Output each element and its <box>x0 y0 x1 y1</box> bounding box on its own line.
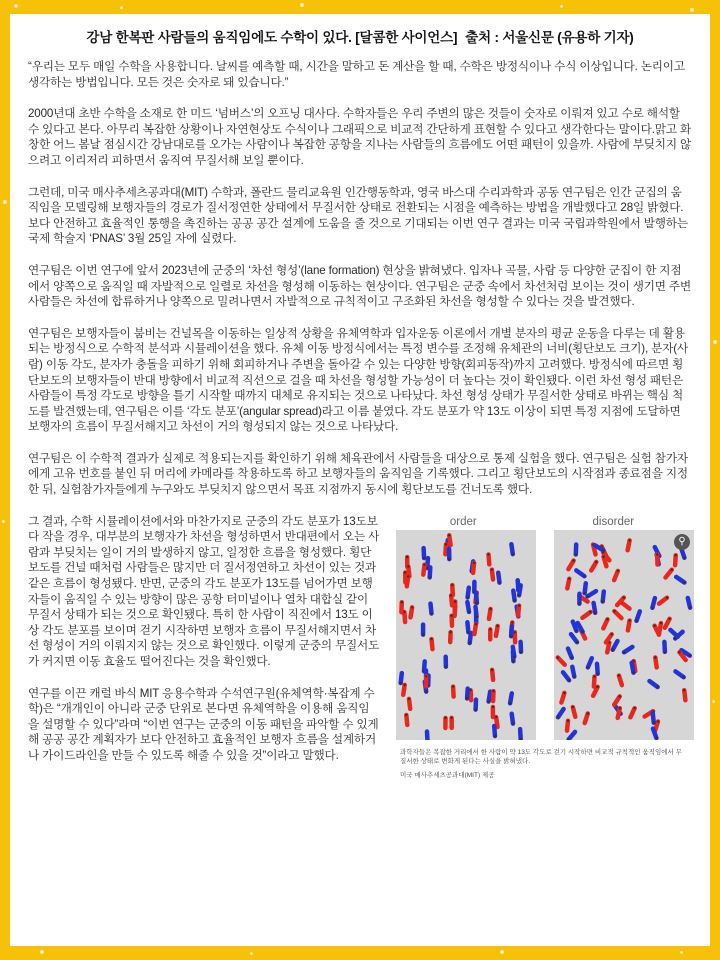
article-title <box>28 26 692 46</box>
caption-credit: 미국 매사추세츠공과대(MIT) 제공 <box>400 771 495 779</box>
paragraph-7: 그 결과, 수학 시뮬레이션에서와 마찬가지로 군중의 각도 분포가 13도보다 작을 경우, 대부분의 보행자가 차선을 형성하면서 반대편에서 오는 사람과 부딪치는 일이 거의 발생하지 않고, 일정한 흐름을 형성했다. 횡단보도를 건널 때처럼 사람들은 많지만 더 질서정연하고 차선이 있는 것과 같은 흐름이 형성됐다. 반면, 군중의 각도 분포가 13도를 넘어가면 보행자들이 움직일 수 있는 방향이 많은 공항 터미널이나 열차 대합실 같이 무질서 상태가 되는 것으로 확인됐다. 특히 한 사람이 직진에서 13도 이상 각도 분포를 보이며 걷기 시작하면 보행자 흐름이 무질서해지면서 차선 형성이 거의 이뤄지지 않는 것으로 확인했다. 이렇게 군중의 무질서도가 커지면 이동 효율도 떨어진다는 것을 확인했다. <box>28 514 380 668</box>
disorder-photo-graphic <box>554 530 694 740</box>
paragraph-4: 연구팀은 이번 연구에 앞서 2023년에 군중의 ‘차선 형성’(lane formation) 현상을 밝혀냈다. 입자나 곡물, 사람 등 다양한 군집이 한 지점에서 양쪽으로 움직일 때 자발적으로 일렬로 차선을 형성해 이동하는 현상이다. 연구팀은 군중 속에서 차선처럼 보이는 것이 생기면 주변 사람들은 차선에 합류하거나 양쪽으로 밀려나면서 자발적으로 규칙적이고 구조화된 차선을 형성할 수 있다는 것을 발견했다. <box>28 263 692 309</box>
source-line: 출처 : 서울신문 (유용하 기자) <box>465 30 634 45</box>
order-photo-graphic <box>396 530 536 740</box>
label-order: order <box>449 515 477 528</box>
disorder-photo <box>554 530 694 740</box>
headline: 강남 한복판 사람들의 움직임에도 수학이 있다. [달콤한 사이언스] <box>86 30 458 45</box>
paragraph-3: 그런데, 미국 매사추세츠공과대(MIT) 수학과, 폴란드 물리교육원 인간행동학과, 영국 바스대 수리과학과 공동 연구팀은 인간 군집의 움직임을 모델링해 보행자들의 경로가 질서정연한 상태에서 무질서한 상태로 전환되는 시점을 예측하는 방법을 개발했다고 28일 밝혔다. 보다 안전하고 효율적인 통행을 촉진하는 공공 공간 설계에 도움을 줄 것으로 기대되는 이번 연구 결과는 미국 국립과학원에서 발행하는 국제 학술지 ‘PNAS’ 3월 25일 자에 실렸다. <box>28 185 688 246</box>
article-sheet <box>10 14 710 946</box>
label-disorder: disorder <box>592 515 635 528</box>
order-photo <box>396 530 536 740</box>
paragraph-2: 2000년대 초반 수학을 소재로 한 미드 ‘넘버스’의 오프닝 대사다. 수학자들은 우리 주변의 많은 것들이 숫자로 이뤄져 있고 수로 해석할 수 있다고 본다. 아무리 복잡한 상황이나 자연현상도 수식이나 그래픽으로 비교적 간단하게 표현할 수 있다고 생각한다는 말이다.맑고 화창한 어느 봄날 점심시간 강남대로를 오가는 사람이나 복잡한 공항을 지나는 사람들의 흐름에도 어떤 패턴이 있을까. 사람에 부딪치지 않으려고 이리저리 피하면서 움직여 무질서해 보일 뿐이다. <box>28 107 692 167</box>
figure-photos <box>392 530 692 740</box>
paragraph-6: 연구팀은 이 수학적 결과가 실제로 적용되는지를 확인하기 위해 체육관에서 사람들을 대상으로 통제 실험을 했다. 연구팀은 실험 참가자에게 고유 번호를 붙인 뒤 머리에 카메라를 착용하도록 하고 보행자들의 움직임을 기록했다. 그리고 횡단보도의 시작점과 종료점을 지정한 뒤, 실험참가자들에게 누구와도 부딪치지 않으면서 목표 지점까지 동시에 횡단보도를 건너도록 했다. <box>28 451 688 497</box>
caption-text: 과학자들은 복잡한 거리에서 한 사람이 약 13도 각도로 걷기 시작하면 비교적 규칙적인 움직임에서 무질서한 상태로 변화게 된다는 사실을 밝혀냈다. <box>400 748 682 766</box>
paragraph-1: “우리는 모두 매일 수학을 사용합니다. 날씨를 예측할 때, 시간을 말하고 돈 계산을 할 때, 수학은 방정식이나 수식 이상입니다. 논리이고 생각하는 방법입니다. 모든 것은 숫자로 돼 있습니다.” <box>28 60 685 89</box>
paragraph-8: 연구를 이끈 캐럴 바식 MIT 응용수학과 수석연구원(유체역학·복잡계 수학)은 “개개인이 아니라 군중 단위로 본다면 유체역학을 이용해 움직임을 설명할 수 있다”라며 “이번 연구는 군중의 이동 패턴을 파악할 수 있게 해 공공 공간 계획자가 보다 안전하고 효율적인 보행자 흐름을 설계하거나 가이드라인을 만들 수 있도록 해줄 수 있을 것”이라고 말했다. <box>28 686 379 762</box>
figure-labels <box>392 514 692 530</box>
magnifier-icon[interactable]: ⚲ <box>674 534 690 550</box>
crowd-figure <box>392 514 692 781</box>
paragraph-5: 연구팀은 보행자들이 붐비는 건널목을 이동하는 일상적 상황을 유체역학과 입자운동 이론에서 개별 분자의 평균 운동을 다루는 데 활용되는 방정식으로 수학적 분석과 시뮬레이션을 했다. 유체 이동 방정식에서는 특정 변수를 조정해 유체관의 너비(횡단보도 크기), 분자(사람) 이동 각도, 분자가 충돌을 피하기 위해 회피하거나 주변을 돌아갈 수 있는 다양한 방향(회피동작)까지 고려했다. 방정식에 따르면 횡단보도의 보행자들이 반대 방향에서 비교적 직선으로 걸을 때 차선을 형성할 가능성이 더 높다는 것이 확인됐다. 이런 차선 형성 패턴은 사람들이 특정 각도로 방향을 틀기 시작할 때까지 대체로 유지되는 것으로 나타났다. 차선 형성 상태가 무질서한 상태로 바뀌는 핵심 척도를 발견했는데, 연구팀은 이를 ‘각도 분포’(angular spread)라고 이름 붙였다. 각도 분포가 약 13도 이상이 되면 특정 지점에 도달하면 보행자의 흐름이 무질서해지고 차선이 거의 형성되지 않는 것으로 나타났다. <box>28 326 689 434</box>
figure-caption <box>392 748 692 781</box>
